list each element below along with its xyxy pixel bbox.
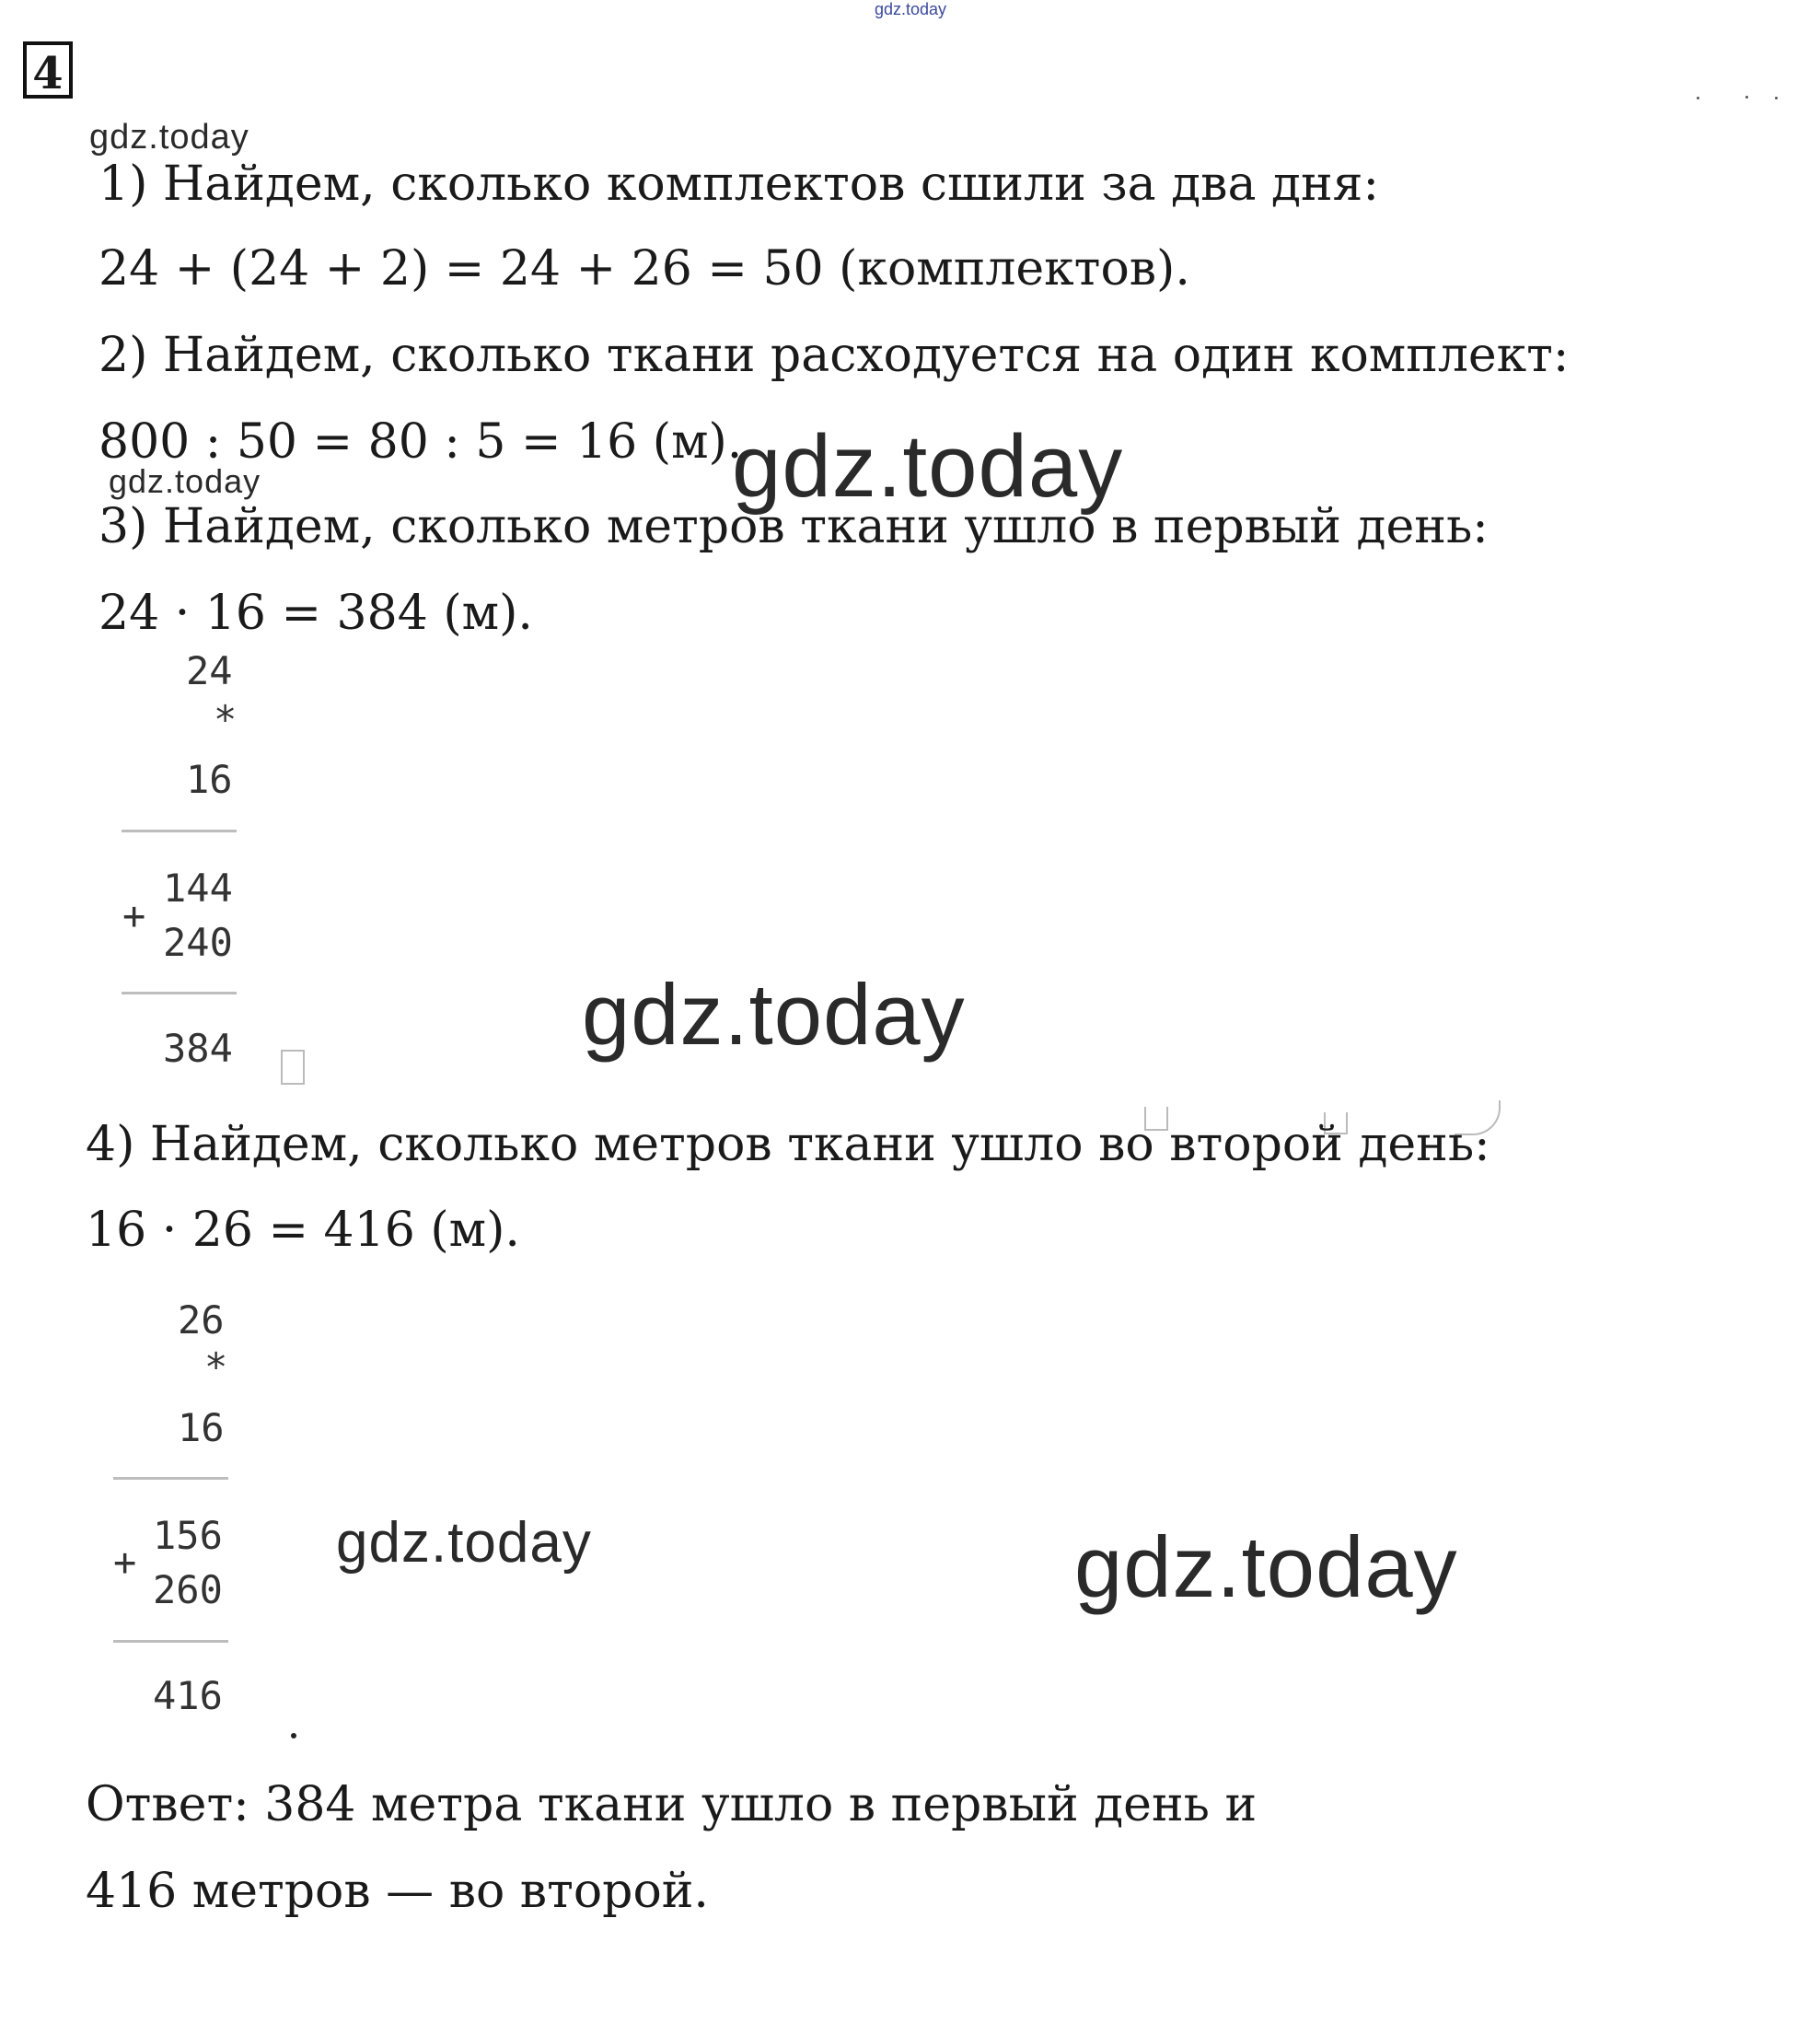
column1-result: 384 — [163, 1026, 233, 1071]
column1-plus: + — [122, 893, 146, 938]
decor-dot — [1775, 97, 1778, 99]
decor-dot — [291, 1733, 296, 1738]
problem-number: 4 — [23, 41, 73, 99]
step2-text: 2) Найдем, сколько ткани расходуется на один комплект: — [99, 328, 1570, 383]
column1-op: * — [214, 697, 238, 742]
answer-line2: 416 метров — во второй. — [86, 1864, 709, 1919]
column2-plus: + — [113, 1540, 137, 1585]
watermark: gdz.today — [1074, 1518, 1458, 1615]
answer-line1: Ответ: 384 метра ткани ушло в первый день и — [86, 1777, 1258, 1832]
column1-p2: 240 — [163, 920, 233, 965]
step4-text: 4) Найдем, сколько метров ткани ушло во второй день: — [86, 1117, 1490, 1172]
watermark: gdz.today — [109, 462, 261, 500]
watermark: gdz.today — [582, 966, 966, 1063]
column2-divider — [113, 1477, 228, 1480]
step1-text: 1) Найдем, сколько комплектов сшили за два дня: — [99, 157, 1379, 212]
column1-divider — [122, 992, 237, 994]
column2-result: 416 — [153, 1673, 223, 1718]
column1-a: 24 — [186, 648, 233, 693]
step3-text: 3) Найдем, сколько метров ткани ушло в первый день: — [99, 499, 1489, 554]
decor-mark — [281, 1050, 305, 1085]
watermark: gdz.today — [732, 417, 1124, 516]
decor-dot — [1697, 97, 1699, 99]
decor-dot — [1745, 96, 1748, 99]
column2-p1: 156 — [153, 1513, 223, 1558]
watermark-top: gdz.today — [875, 0, 947, 18]
column2-p2: 260 — [153, 1567, 223, 1612]
watermark: gdz.today — [336, 1511, 592, 1575]
column2-a: 26 — [178, 1297, 225, 1343]
column2-divider — [113, 1640, 228, 1643]
watermark: gdz.today — [89, 118, 249, 157]
column1-b: 16 — [186, 757, 233, 802]
step3-calc: 24 · 16 = 384 (м). — [99, 586, 533, 641]
column2-b: 16 — [178, 1405, 225, 1450]
step4-calc: 16 · 26 = 416 (м). — [86, 1203, 520, 1258]
column2-op: * — [204, 1344, 228, 1389]
column1-divider — [122, 830, 237, 832]
step2-calc: 800 : 50 = 80 : 5 = 16 (м). — [99, 414, 743, 470]
step1-calc: 24 + (24 + 2) = 24 + 26 = 50 (комплектов). — [99, 241, 1190, 296]
column1-p1: 144 — [163, 866, 233, 911]
